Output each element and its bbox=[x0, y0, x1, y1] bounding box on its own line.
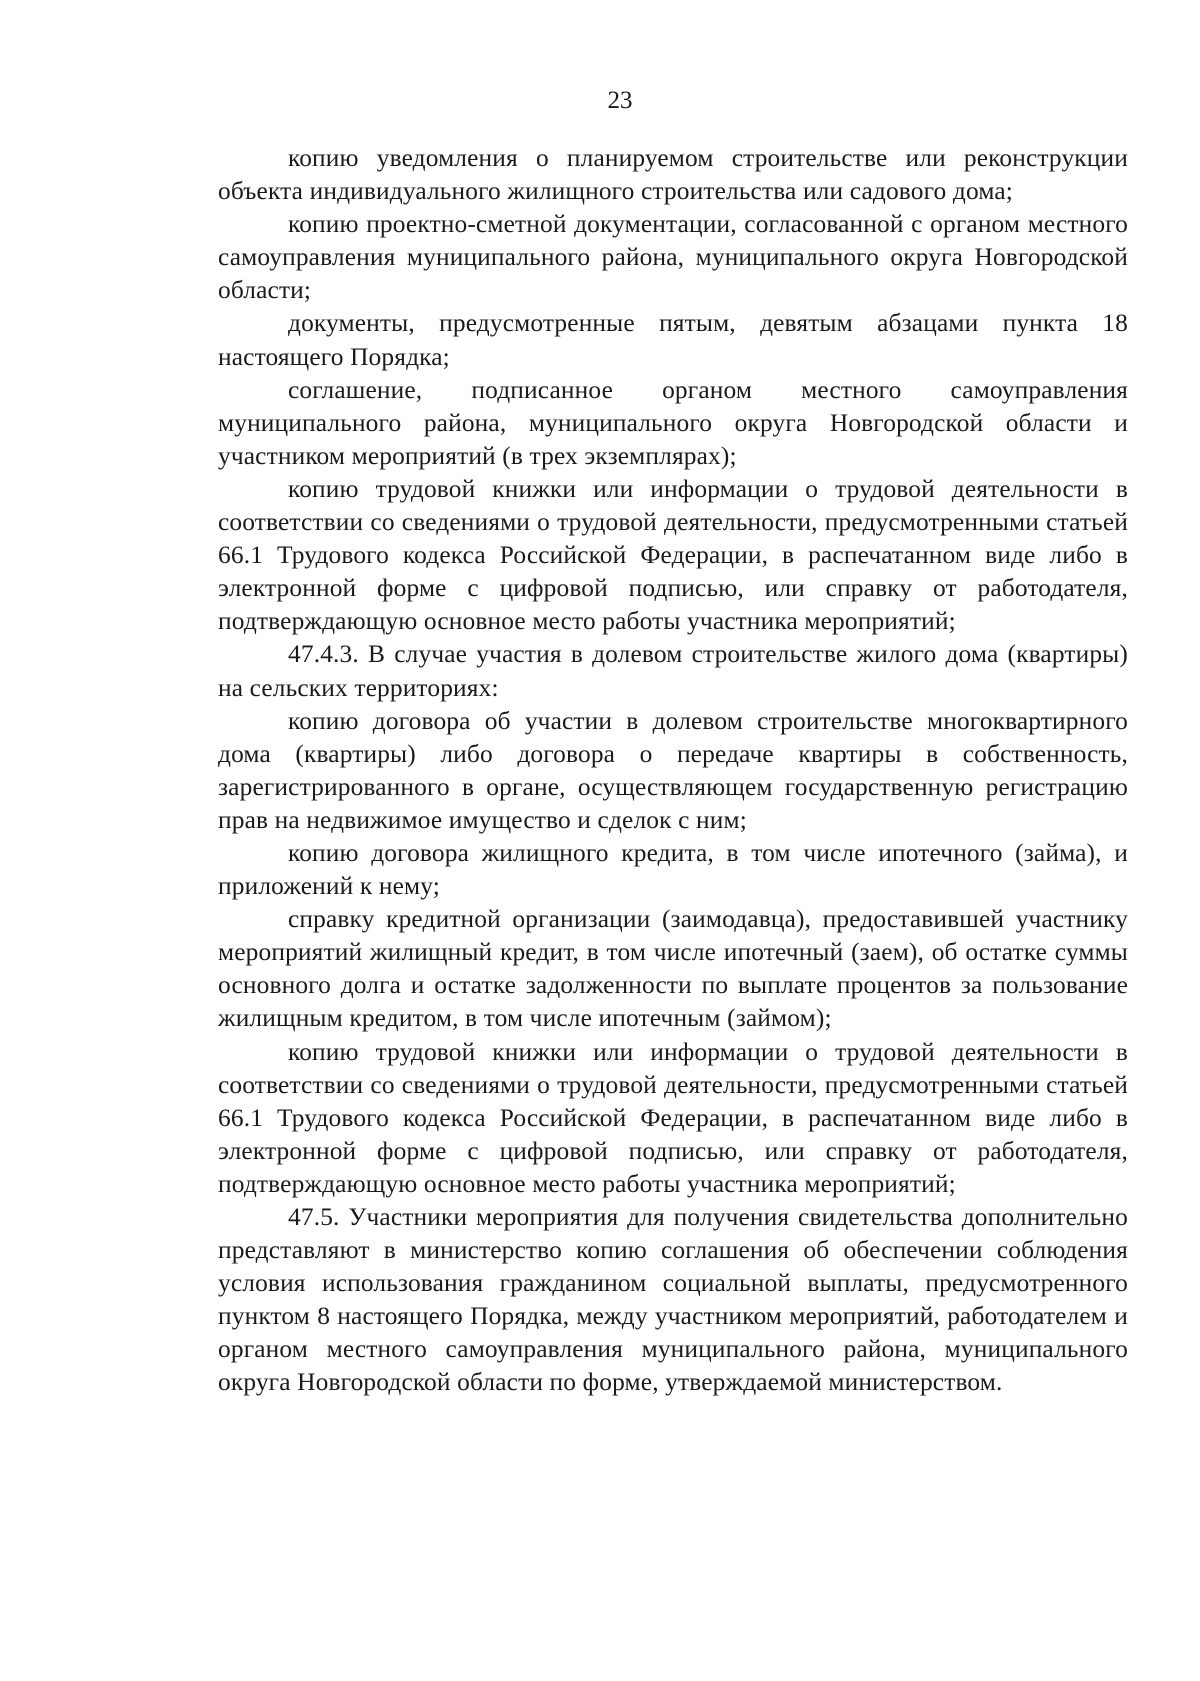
paragraph-shared-construction-contract: копию договора об участии в долевом строительстве многоквартирного дома (квартиры) либо договора о передаче квартиры в собственность, зарегистрированного в органе, осуществляющем государственную регистрацию прав на недвижимое имущество и сделок с ним; bbox=[218, 706, 1128, 834]
paragraph-labor-book-copy-2: копию трудовой книжки или информации о трудовой деятельности в соответствии со сведениями о трудовой деятельности, предусмотренными статьей 66.1 Трудового кодекса Российской Федерации, в распечатанном виде либо в электронной форме с цифровой подписью, или справку от работодателя, подтверждающую основное место работы участника мероприятий; bbox=[218, 1037, 1128, 1198]
paragraph-labor-book-copy: копию трудовой книжки или информации о трудовой деятельности в соответствии со сведениями о трудовой деятельности, предусмотренными статьей 66.1 Трудового кодекса Российской Федерации, в распечатанном виде либо в электронной форме с цифровой подписью, или справку от работодателя, подтверждающую основное место работы участника мероприятий; bbox=[218, 474, 1128, 636]
paragraph-clause-47-5: 47.5. Участники мероприятия для получения свидетельства дополнительно представляют в министерство копию соглашения об обеспечении соблюдения условия использования гражданином социальной выплаты, предусмотренного пунктом 8 настоящего Порядка, между участником мероприятий, работодателем и органом местного самоуправления муниципального района, муниципального округа Новгородской области по форме, утверждаемой министерством. bbox=[218, 1203, 1128, 1397]
paragraph-design-estimate-copy: копию проектно-сметной документации, согласованной с органом местного самоуправления муниципального района, муниципального округа Новгородской области; bbox=[218, 210, 1128, 305]
paragraph-documents-point-18: документы, предусмотренные пятым, девятым абзацами пункта 18 настоящего Порядка; bbox=[218, 309, 1128, 371]
paragraph-clause-47-4-3: 47.4.3. В случае участия в долевом строительстве жилого дома (квартиры) на сельских территориях: bbox=[218, 640, 1128, 702]
paragraph-notification-copy: копию уведомления о планируемом строительстве или реконструкции объекта индивидуального жилищного строительства или садового дома; bbox=[218, 144, 1128, 206]
page-number: 23 bbox=[607, 87, 633, 114]
document-body bbox=[218, 142, 1128, 1400]
paragraph-credit-organization-certificate: справку кредитной организации (заимодавца), предоставившей участнику мероприятий жилищный кредит, в том числе ипотечный (заем), об остатке суммы основного долга и остатке задолженности по выплате процентов за пользование жилищным кредитом, в том числе ипотечным (займом); bbox=[218, 905, 1128, 1033]
paragraph-agreement: соглашение, подписанное органом местного самоуправления муниципального района, муниципального округа Новгородской области и участником мероприятий (в трех экземплярах); bbox=[218, 375, 1128, 470]
paragraph-housing-loan-contract: копию договора жилищного кредита, в том числе ипотечного (займа), и приложений к нему; bbox=[218, 838, 1128, 901]
